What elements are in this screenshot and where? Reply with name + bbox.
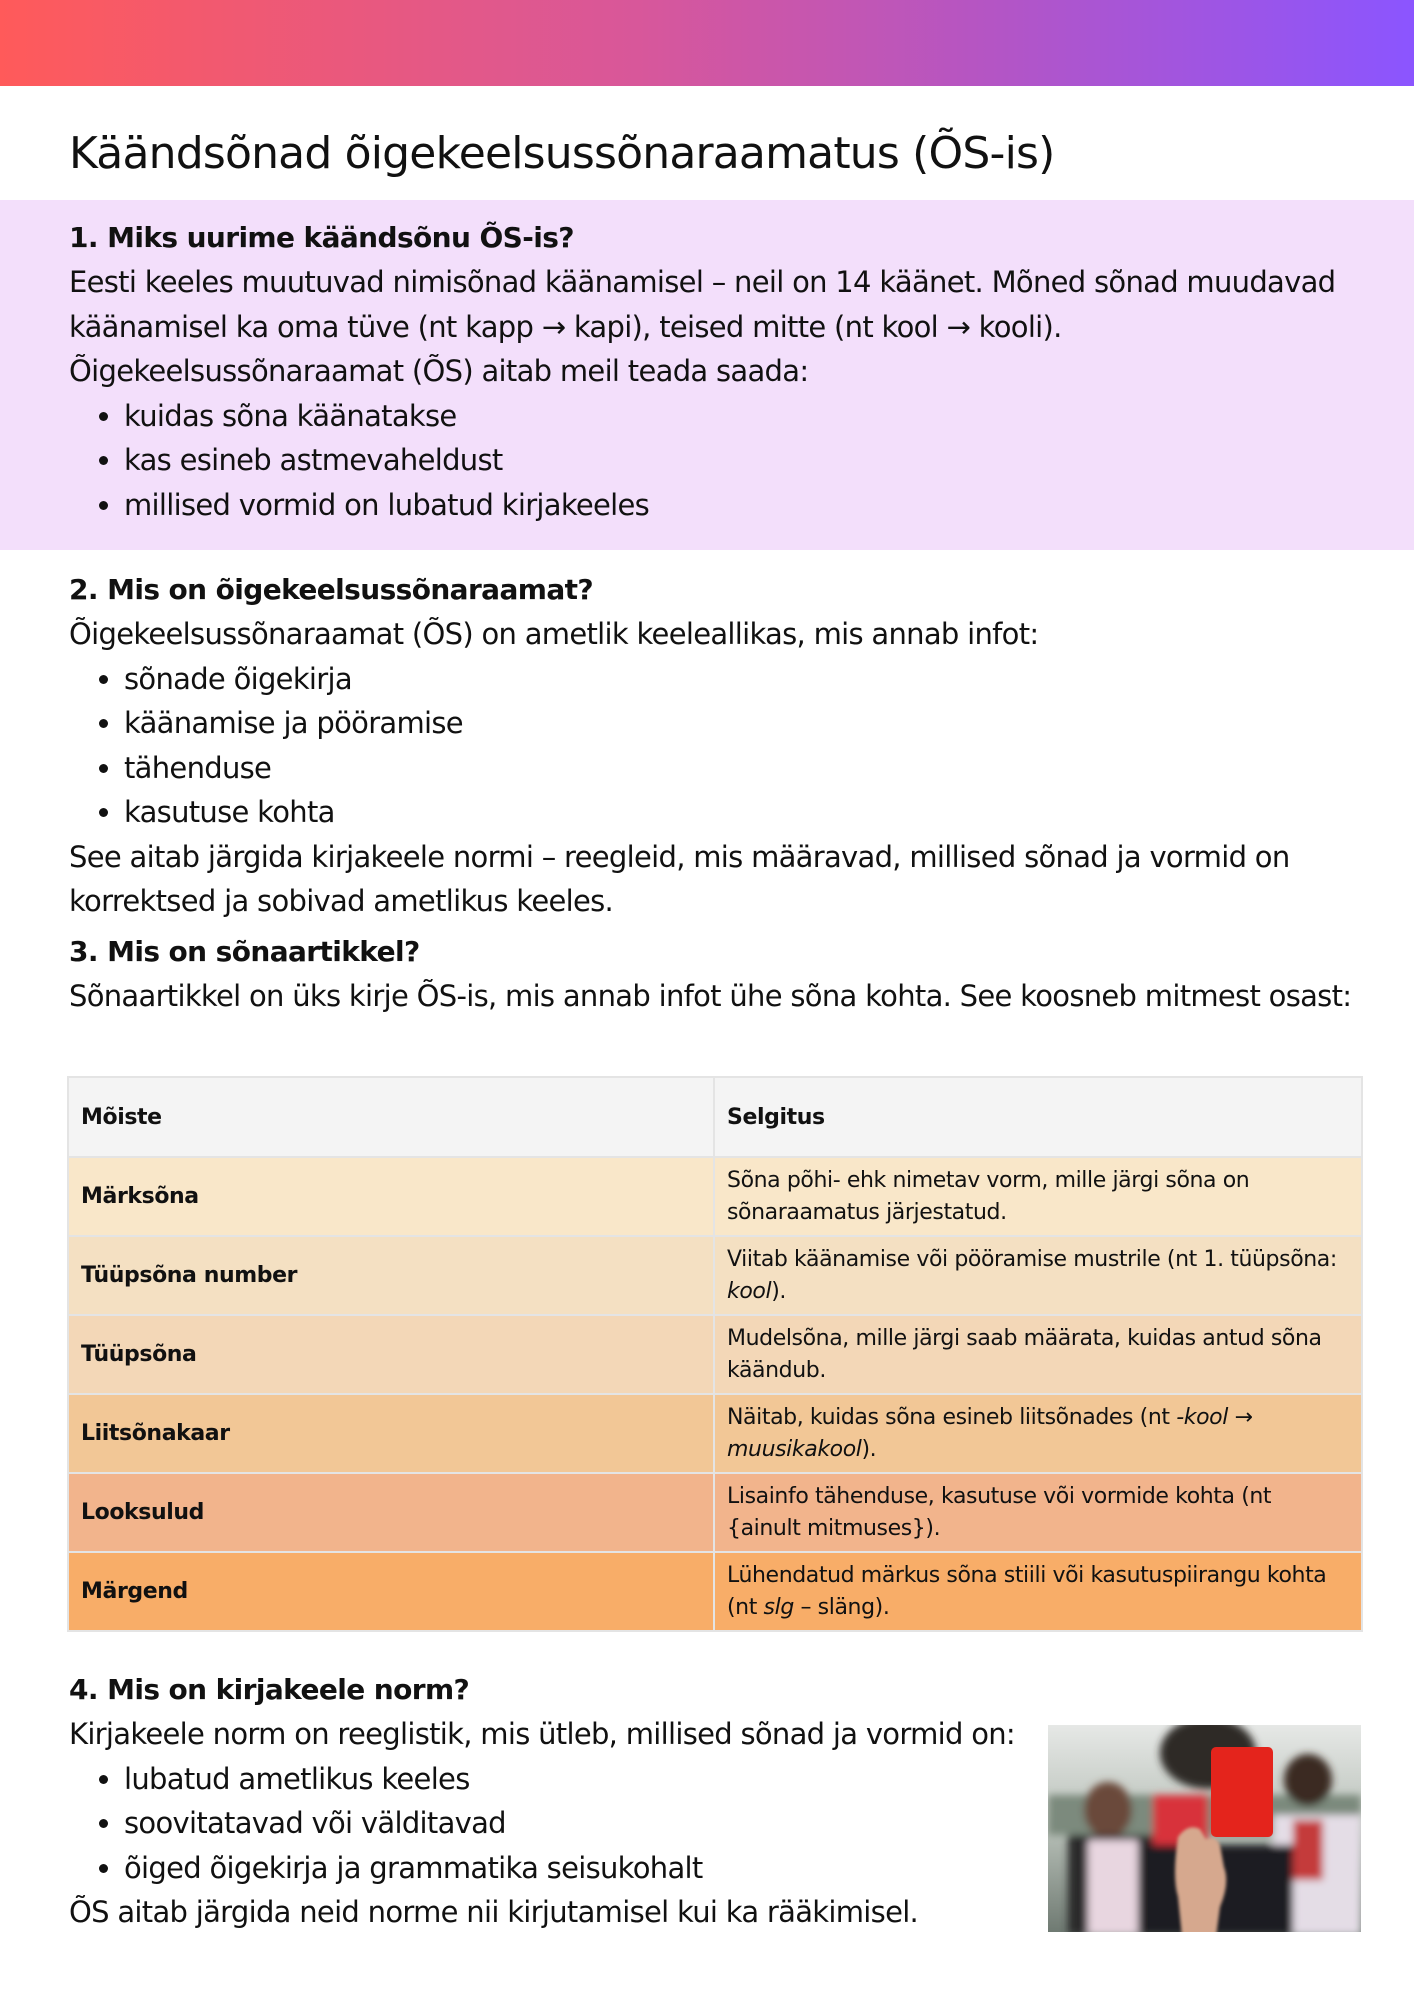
- red-card-photo-icon: [1048, 1725, 1361, 1932]
- explanation-text: ).: [771, 1278, 786, 1304]
- explanation-text: ).: [861, 1436, 877, 1462]
- explanation-italic-text: kool: [727, 1278, 772, 1304]
- table-row: [68, 1315, 1362, 1394]
- section-2-heading: 2. Mis on õigekeelsussõnaraamat?: [69, 573, 594, 606]
- list-item: • õiged õigekirja ja grammatika seisukohalt: [124, 1846, 1359, 1891]
- section-3: [69, 930, 1359, 1019]
- term-cell: Tüüpsõna: [68, 1315, 714, 1394]
- section-2: [69, 568, 1359, 924]
- table-row: [68, 1157, 1362, 1236]
- explanation-italic-text: -kool: [1176, 1404, 1228, 1430]
- explanation-cell: [714, 1236, 1362, 1315]
- explanation-text: →: [1227, 1404, 1253, 1430]
- explanation-cell: [714, 1157, 1362, 1236]
- list-item: • lubatud ametlikus keeles: [124, 1757, 1359, 1802]
- section-4-heading: 4. Mis on kirjakeele norm?: [69, 1673, 470, 1706]
- section-2-intro: Õigekeelsussõnaraamat (ÕS) on ametlik keeleallikas, mis annab infot:: [69, 617, 1039, 651]
- explanation-cell: [714, 1315, 1362, 1394]
- explanation-italic-text: slg: [763, 1594, 794, 1620]
- explanation-text: Lisainfo tähenduse, kasutuse või vormide kohta (nt {ainult mitmuses}).: [727, 1483, 1272, 1541]
- explanation-italic-text: muusikakool: [727, 1436, 862, 1462]
- explanation-text: Näitab, kuidas sõna esineb liitsõnades (nt: [727, 1404, 1177, 1430]
- column-header-explanation: Selgitus: [714, 1077, 1362, 1157]
- table-row: [68, 1552, 1362, 1631]
- section-3-heading: 3. Mis on sõnaartikkel?: [69, 935, 420, 968]
- list-item: • kasutuse kohta: [124, 790, 1359, 835]
- word-article-table: [67, 1076, 1363, 1632]
- section-2-list: [69, 657, 1359, 835]
- red-card-photo: [1048, 1725, 1361, 1932]
- section-1: [69, 216, 1359, 527]
- explanation-text: Mudelsõna, mille järgi saab määrata, kuidas antud sõna käändub.: [727, 1325, 1322, 1383]
- explanation-text: – släng).: [793, 1594, 890, 1620]
- table-row: [68, 1236, 1362, 1315]
- explanation-text: Viitab käänamise või pööramise mustrile (nt 1. tüüpsõna:: [727, 1246, 1337, 1272]
- section-1-list: [69, 394, 1359, 528]
- list-item: • tähenduse: [124, 746, 1359, 791]
- table-row: [68, 1473, 1362, 1552]
- list-item: • kuidas sõna käänatakse: [124, 394, 1359, 439]
- term-cell: Looksulud: [68, 1473, 714, 1552]
- list-item: • sõnade õigekirja: [124, 657, 1359, 702]
- explanation-text: Sõna põhi- ehk nimetav vorm, mille järgi sõna on sõnaraamatus järjestatud.: [727, 1167, 1250, 1225]
- section-2-outro: See aitab järgida kirjakeele normi – reegleid, mis määravad, millised sõnad ja vormid on korrektsed ja sobivad ametlikus keeles.: [69, 839, 1290, 918]
- header-gradient-bar: [0, 0, 1414, 86]
- explanation-text: Lühendatud märkus sõna stiili või kasutuspiirangu kohta (nt: [727, 1562, 1327, 1620]
- section-3-intro: Sõnaartikkel on üks kirje ÕS-is, mis annab infot ühe sõna kohta. See koosneb mitmest osast:: [69, 979, 1352, 1013]
- section-1-paragraph: Eesti keeles muutuvad nimisõnad käänamisel – neil on 14 käänet. Mõned sõnad muudavad käänamisel ka oma tüve (nt kapp → kapi), teised mitte (nt kool → kooli). Õigekeelsussõnaraamat (ÕS) aitab meil teada saada:: [69, 265, 1336, 388]
- term-cell: Liitsõnakaar: [68, 1394, 714, 1473]
- section-1-heading: 1. Miks uurime käändsõnu ÕS-is?: [69, 221, 574, 254]
- list-item: • millised vormid on lubatud kirjakeeles: [124, 483, 1359, 528]
- table-row: [68, 1394, 1362, 1473]
- column-header-term: Mõiste: [68, 1077, 714, 1157]
- explanation-cell: [714, 1552, 1362, 1631]
- term-cell: Tüüpsõna number: [68, 1236, 714, 1315]
- section-4-outro: ÕS aitab järgida neid norme nii kirjutamisel kui ka rääkimisel.: [69, 1895, 919, 1929]
- section-4-intro: Kirjakeele norm on reeglistik, mis ütleb, millised sõnad ja vormid on:: [69, 1717, 1015, 1751]
- list-item: • soovitatavad või välditavad: [124, 1801, 1359, 1846]
- term-cell: Märksõna: [68, 1157, 714, 1236]
- table-header-row: [68, 1077, 1362, 1157]
- explanation-cell: [714, 1473, 1362, 1552]
- explanation-cell: [714, 1394, 1362, 1473]
- list-item: • kas esineb astmevaheldust: [124, 438, 1359, 483]
- term-cell: Märgend: [68, 1552, 714, 1631]
- list-item: • käänamise ja pööramise: [124, 701, 1359, 746]
- page-title: Käändsõnad õigekeelsussõnaraamatus (ÕS-is): [69, 128, 1055, 179]
